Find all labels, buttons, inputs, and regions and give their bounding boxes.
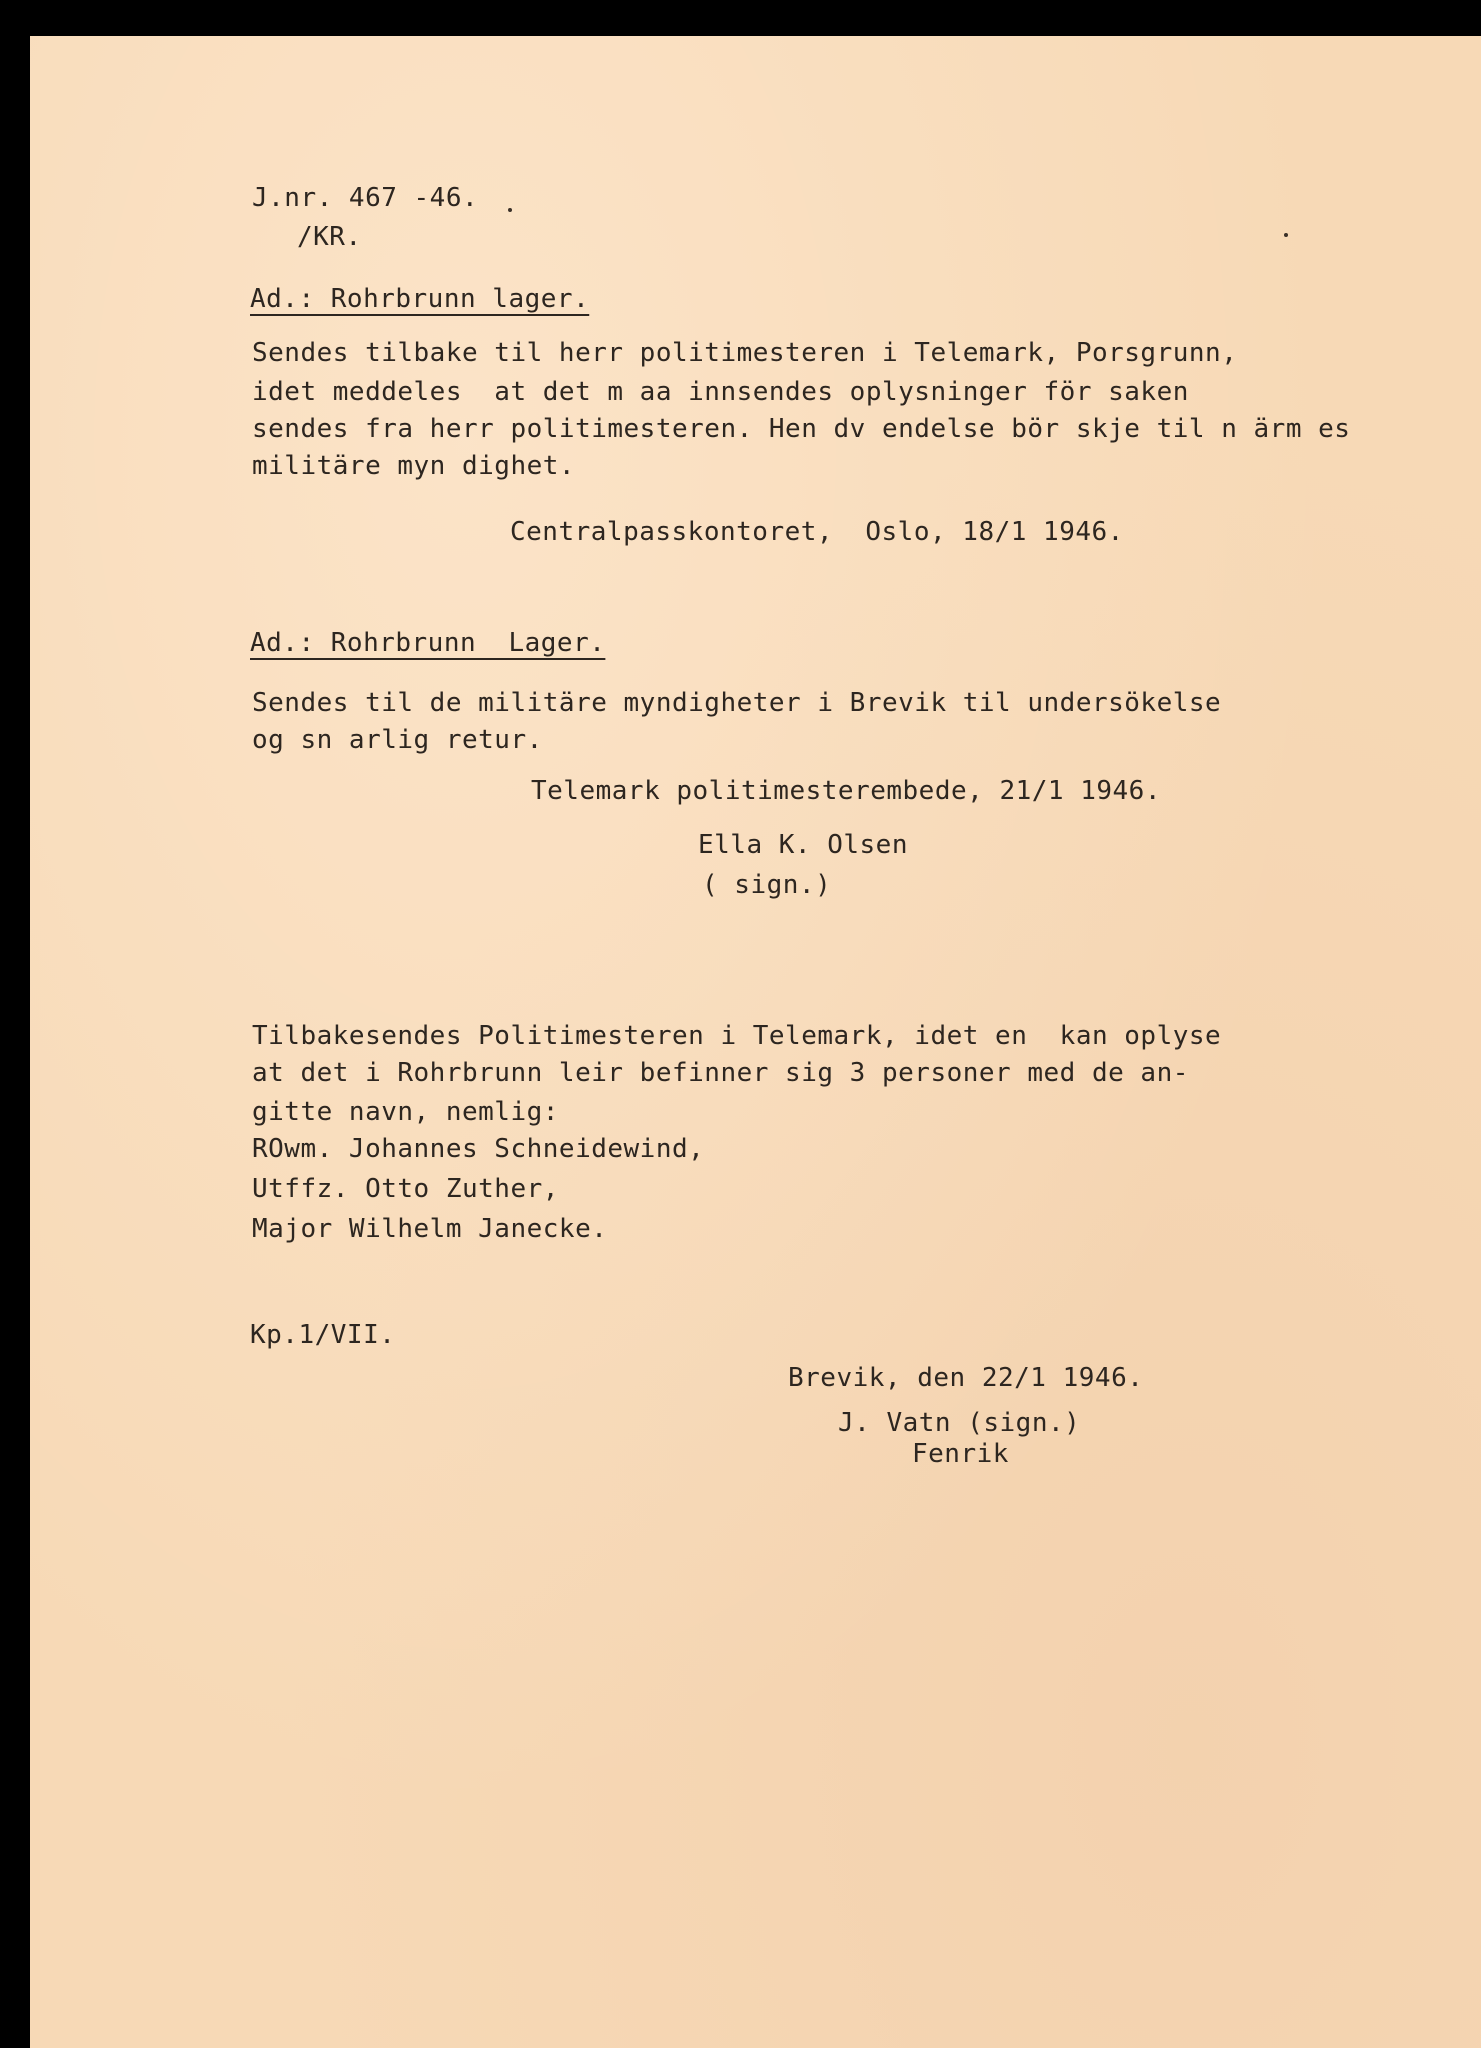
document-page [30,36,1481,2048]
body-line: sendes fra herr politimesteren. Hen dv endelse bör skje til n ärm es [252,414,1351,444]
signer-name: Ella K. Olsen [698,830,908,860]
subject-line-1: Ad.: Rohrbrunn lager. [250,284,590,314]
body-line: Sendes til de militäre myndigheter i Brevik til undersökelse [252,688,1222,718]
journal-number: J.nr. 467 -46. [252,183,479,213]
body-line: ROwm. Johannes Schneidewind, [252,1134,705,1164]
reference: Kp.1/VII. [250,1320,396,1350]
body-line: militäre myn dighet. [252,451,576,481]
initials: /KR. [297,222,362,252]
signer-note: ( sign.) [702,870,832,900]
final-rank: Fenrik [912,1439,1009,1469]
body-line: gitte navn, nemlig: [252,1097,559,1127]
place-date: Brevik, den 22/1 1946. [788,1363,1144,1393]
body-line: idet meddeles at det m aa innsendes oplysninger för saken [252,377,1189,407]
body-line: at det i Rohrbrunn leir befinner sig 3 personer med de an- [252,1058,1189,1088]
body-line: og sn arlig retur. [252,725,543,755]
signoff-1: Centralpasskontoret, Oslo, 18/1 1946. [510,517,1124,547]
ink-speck [1284,233,1288,237]
final-signer: J. Vatn (sign.) [838,1408,1081,1438]
ink-speck [508,208,512,212]
body-line: Tilbakesendes Politimesteren i Telemark, idet en kan oplyse [252,1021,1222,1051]
body-line: Utffz. Otto Zuther, [252,1174,559,1204]
body-line: Major Wilhelm Janecke. [252,1214,608,1244]
body-line: Sendes tilbake til herr politimesteren i Telemark, Porsgrunn, [252,338,1238,368]
subject-line-2: Ad.: Rohrbrunn Lager. [250,628,606,658]
signoff-2: Telemark politimesterembede, 21/1 1946. [531,776,1161,806]
